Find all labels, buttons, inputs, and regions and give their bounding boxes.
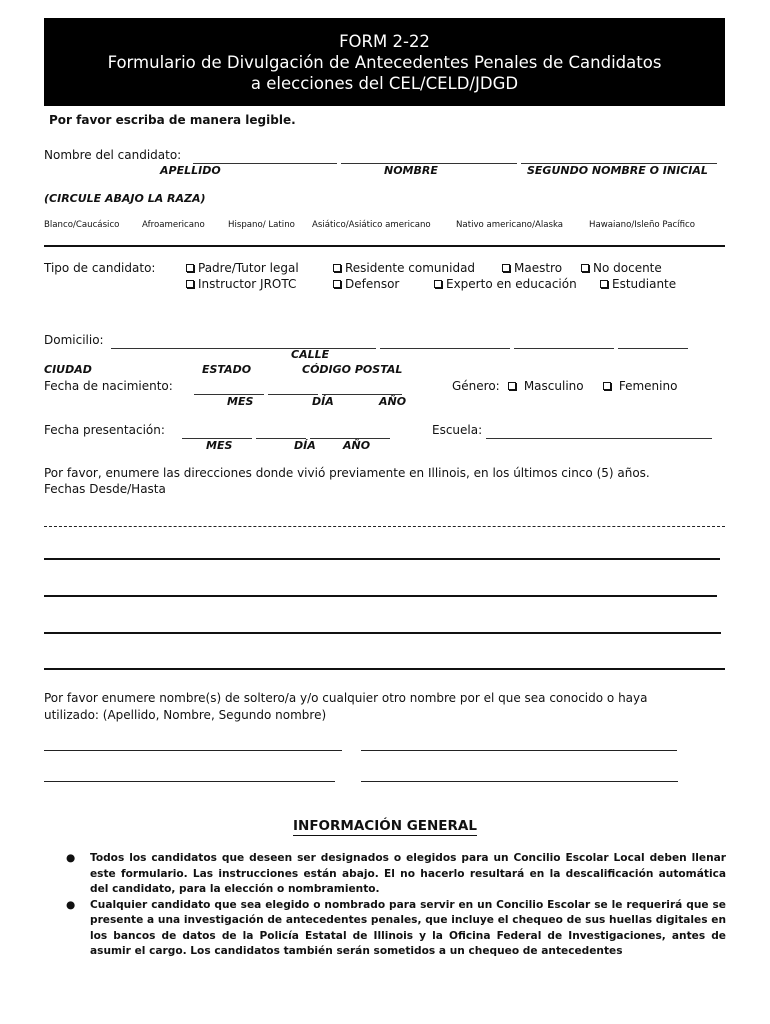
race-heading: (CIRCULE ABAJO LA RAZA) (44, 192, 206, 205)
birth-day-field[interactable] (268, 380, 318, 399)
checkbox-icon (600, 280, 608, 288)
race-option-african-american[interactable]: Afroamericano (142, 220, 205, 230)
school-label: Escuela: (432, 423, 483, 437)
general-info-title: INFORMACIÓN GENERAL (293, 818, 477, 834)
prior-address-line-1[interactable] (44, 526, 725, 527)
zip-field[interactable] (618, 334, 688, 353)
form-subtitle: a elecciones del CEL/CELD/JDGD (250, 74, 519, 93)
submission-date-label: Fecha presentación: (44, 423, 165, 437)
prior-address-line-2[interactable] (44, 558, 720, 560)
legibility-instruction: Por favor escriba de manera legible. (49, 113, 296, 127)
form-number: FORM 2-22 (339, 32, 430, 51)
school-field[interactable] (486, 424, 712, 443)
birth-date-label: Fecha de nacimiento: (44, 379, 173, 393)
type-teacher-checkbox[interactable]: Maestro (502, 261, 562, 275)
prior-address-line-3[interactable] (44, 595, 717, 597)
other-name-line-2[interactable] (361, 750, 677, 751)
other-name-line-4[interactable] (361, 781, 678, 782)
street-field[interactable] (111, 334, 376, 353)
race-option-asian[interactable]: Asiático/Asiático americano (312, 220, 431, 230)
checkbox-icon (502, 264, 510, 272)
list-item: ● Todos los candidatos que deseen ser designados o elegidos para un Concilio Escolar Local deben llenar este formulario. Las instrucciones están abajo. El no hacerlo resultará en la descalificación automática del candidato, para la elección o nombramiento. (66, 852, 726, 895)
type-community-checkbox[interactable]: Residente comunidad (333, 261, 475, 275)
state-field[interactable] (514, 334, 614, 353)
type-jrotc-checkbox[interactable]: Instructor JROTC (186, 277, 296, 291)
checkbox-icon (603, 382, 611, 390)
birth-month-caption: MES (227, 395, 254, 408)
section-divider (44, 245, 725, 247)
form-title: Formulario de Divulgación de Antecedentes Penales de Candidatos (107, 53, 662, 72)
submission-year-caption: AÑO (343, 439, 371, 452)
type-advocate-checkbox[interactable]: Defensor (333, 277, 399, 291)
submission-month-caption: MES (206, 439, 233, 452)
first-name-caption: NOMBRE (384, 164, 438, 177)
candidate-name-label: Nombre del candidato: (44, 148, 182, 162)
gender-female-checkbox[interactable]: Femenino (603, 379, 677, 393)
birth-day-caption: DÍA (312, 395, 334, 408)
city-field[interactable] (380, 334, 510, 353)
submission-day-caption: DÍA (294, 439, 316, 452)
list-item: ● Cualquier candidato que sea elegido o nombrado para servir en un Concilio Escolar se le requerirá que se presente a una investigación de antecedentes penales, que incluye el chequeo de sus huellas digitales en los bancos de datos de la Policía Estatal de Illinois y la Oficina Federal de Investigaciones, antes de asumir el cargo. Los candidatos también serán sometidos a un chequeo de antecedentes (66, 898, 726, 957)
race-option-hispanic[interactable]: Hispano/ Latino (228, 220, 295, 230)
prior-addresses-instruction: Por favor, enumere las direcciones donde vivió previamente en Illinois, en los últimos cinco (5) años. (44, 466, 650, 480)
address-label: Domicilio: (44, 333, 104, 347)
checkbox-icon (581, 264, 589, 272)
candidate-type-label: Tipo de candidato: (44, 261, 156, 275)
city-caption: CIUDAD (44, 363, 92, 376)
other-names-instruction-cont: utilizado: (Apellido, Nombre, Segundo nombre) (44, 708, 327, 722)
zip-caption: CÓDIGO POSTAL (302, 363, 403, 376)
last-name-caption: APELLIDO (160, 164, 221, 177)
type-parent-checkbox[interactable]: Padre/Tutor legal (186, 261, 299, 275)
prior-address-line-4[interactable] (44, 632, 721, 634)
prior-address-line-5[interactable] (44, 668, 725, 670)
race-option-hawaiian[interactable]: Hawaiano/Isleño Pacífico (589, 220, 695, 230)
middle-name-caption: SEGUNDO NOMBRE O INICIAL (527, 164, 708, 177)
general-info-list (66, 851, 726, 960)
race-option-white[interactable]: Blanco/Caucásico (44, 220, 120, 230)
bullet-icon: ● (66, 898, 76, 911)
checkbox-icon (333, 280, 341, 288)
birth-year-caption: AÑO (379, 395, 407, 408)
other-name-line-3[interactable] (44, 781, 335, 782)
other-name-line-1[interactable] (44, 750, 342, 751)
type-student-checkbox[interactable]: Estudiante (600, 277, 676, 291)
prior-addresses-dates-label: Fechas Desde/Hasta (44, 482, 166, 496)
type-nonteacher-checkbox[interactable]: No docente (581, 261, 662, 275)
gender-label: Género: (452, 379, 500, 393)
checkbox-icon (434, 280, 442, 288)
gender-male-checkbox[interactable]: Masculino (508, 379, 584, 393)
checkbox-icon (186, 280, 194, 288)
bullet-icon: ● (66, 852, 76, 864)
checkbox-icon (333, 264, 341, 272)
other-names-instruction: Por favor enumere nombre(s) de soltero/a y/o cualquier otro nombre por el que sea conocido o haya (44, 691, 648, 705)
checkbox-icon (186, 264, 194, 272)
type-education-expert-checkbox[interactable]: Experto en educación (434, 277, 577, 291)
street-caption: CALLE (291, 348, 330, 361)
race-option-native-american[interactable]: Nativo americano/Alaska (456, 220, 564, 230)
checkbox-icon (508, 382, 516, 390)
state-caption: ESTADO (202, 363, 252, 376)
form-header (44, 18, 725, 106)
